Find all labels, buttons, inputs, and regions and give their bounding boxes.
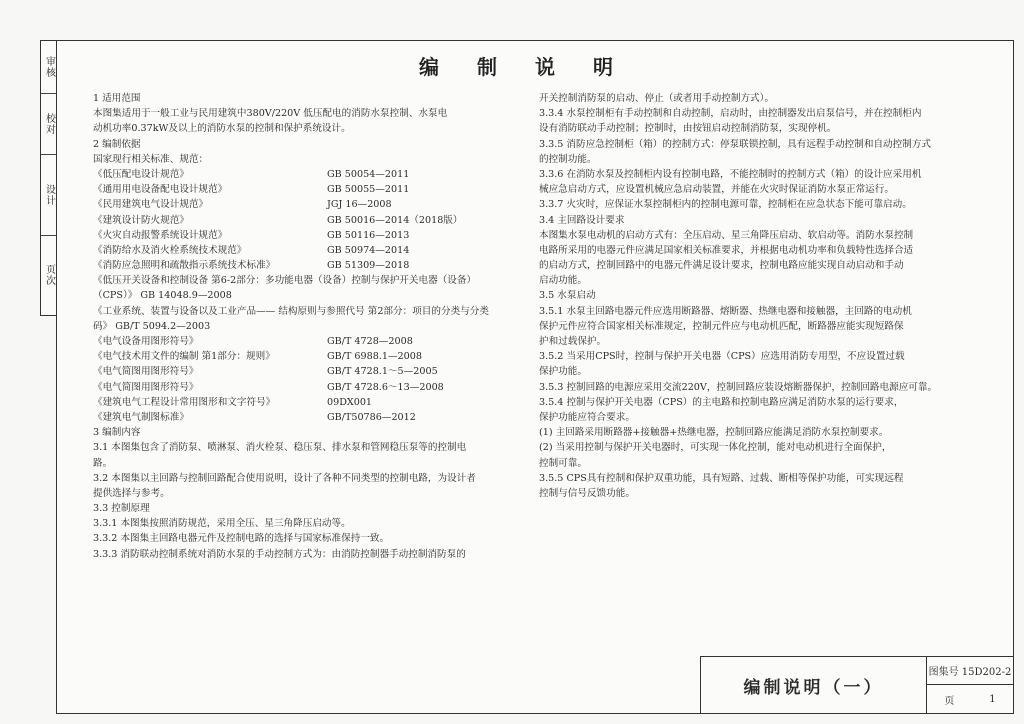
text-line: 3.5 水泵启动 (539, 290, 596, 302)
text-line: 电路所采用的电器元件应满足国家相关标准要求，并根据电动机功率和负载特性选择合适 (539, 244, 914, 256)
page-label: 页 (944, 695, 955, 707)
standard-row: 《低压配电设计规范》 GB 50054—2011 (93, 168, 410, 180)
text-line: 码》 GB/T 5094.2—2003 (93, 320, 211, 332)
text-line: 3.3.3 消防联动控制系统对消防水泵的手动控制方式为：由消防控制器手动控制消防泵的 (93, 548, 466, 560)
text-line: 3.3.5 消防应急控制柜（箱）的控制方式：停泵联锁控制，具有远程手动控制和自动控制方式 (539, 138, 932, 150)
text-line: 1 适用范围 (93, 93, 141, 104)
text-line: 本图集水泵电动机的启动方式有：全压启动、星三角降压启动、软启动等。消防水泵控制 (539, 229, 914, 241)
text-line: 的启动方式，控制回路中的电器元件满足设计要求，控制电路应能实现自动启动和手动 (539, 260, 904, 272)
standard-row: 《通用用电设备配电设计规范》 GB 50055—2011 (93, 184, 410, 196)
page-title: 编制说明 (419, 55, 651, 79)
right-column (539, 91, 979, 501)
text-line: 保护元件应符合国家相关标准规定，控制元件应与电动机匹配，断路器应能实现短路保 (539, 320, 904, 332)
title-block (700, 656, 1013, 713)
side-cell-page: 页次 (43, 264, 55, 286)
text-line: 3.3.1 本图集按照消防规范，采用全压、星三角降压启动等。 (93, 518, 351, 530)
side-cell-design: 设计 (41, 155, 57, 236)
text-line: 提供选择与参考。 (93, 487, 170, 499)
text-line: （CPS）》 GB 14048.9—2008 (93, 290, 232, 302)
page-number: 1 (989, 693, 996, 705)
text-line: 3.4 主回路设计要求 (539, 214, 625, 226)
side-cell-review: 审核 (41, 41, 57, 94)
text-line: 保护功能应符合要求。 (539, 411, 635, 423)
text-line: 控制与信号反馈功能。 (539, 487, 635, 499)
text-line: 3.5.1 水泵主回路电器元件应选用断路器、熔断器、热继电器和接触器，主回路的电动机 (539, 305, 912, 317)
text-line: 本图集适用于一般工业与民用建筑中380V/220V 低压配电的消防水泵控制、水泵电 (93, 108, 448, 120)
text-line: 国家现行相关标准、规范： (93, 153, 209, 165)
standard-row: 《民用建筑电气设计规范》 JGJ 16—2008 (93, 199, 392, 211)
text-line: 3.5.3 控制回路的电源应采用交流220V，控制回路应装设熔断器保护，控制回路电源应可靠。 (539, 381, 938, 393)
text-line: 保护功能。 (539, 366, 587, 378)
standard-row: 《建筑电气工程设计常用图形和文字符号》 09DX001 (93, 396, 373, 408)
text-line: 启动功能。 (539, 275, 587, 287)
text-line: 动机功率0.37kW及以上的消防水泵的控制和保护系统设计。 (93, 123, 351, 135)
standard-row: 《消防应急照明和疏散指示系统技术标准》 GB 51309—2018 (93, 260, 410, 272)
standard-row: 《电气简图用图形符号》 GB/T 4728.1～5—2005 (93, 366, 438, 378)
text-line: 路。 (93, 457, 113, 469)
text-line: 2 编制依据 (93, 138, 141, 150)
text-line: 3.2 本图集以主回路与控制回路配合使用说明，设计了各种不同类型的控制电路，为设计者 (93, 472, 476, 484)
text-line: 3.3.2 本图集主回路电器元件及控制电路的选择与国家标准保持一致。 (93, 533, 390, 545)
left-column (93, 91, 523, 562)
text-line: 3 编制内容 (93, 427, 141, 439)
atlas-code: 图集号 15D202-2 (927, 657, 1013, 685)
text-line: 3.1 本图集包含了消防泵、喷淋泵、消火栓泵、稳压泵、排水泵和管网稳压泵等的控制电 (93, 442, 467, 454)
text-line: (2) 当采用控制与保护开关电器时，可实现一体化控制，能对电动机进行全面保护， (539, 442, 892, 454)
text-line: 护和过载保护。 (539, 336, 607, 347)
text-line: 控制可靠。 (539, 457, 587, 469)
text-line: 械应急启动方式，应设置机械应急启动装置，并能在火灾时保证消防水泵正常运行。 (539, 184, 894, 196)
standard-row: 《电气设备用图形符号》 GB/T 4728—2008 (93, 336, 413, 347)
standard-row: 《火灾自动报警系统设计规范》 GB 50116—2013 (93, 229, 410, 241)
drawing-name: 编制说明（一） (701, 657, 927, 713)
text-line: 开关控制消防泵的启动、停止（或者用手动控制方式）。 (539, 93, 775, 104)
standard-row: 《建筑设计防火规范》 GB 50016—2014（2018版） (93, 214, 463, 226)
text-line: 3.3.6 在消防水泵及控制柜内设有控制电路，不能控制时的控制方式（箱）的设计应采用机 (539, 168, 922, 180)
text-line: 《工业系统、装置与设备以及工业产品—— 结构原则与参照代号 第2部分：项目的分类与分类 (93, 305, 489, 317)
text-line: 的控制功能。 (539, 153, 597, 165)
text-line: 3.3 控制原理 (93, 503, 150, 515)
text-line: 《低压开关设备和控制设备 第6-2部分：多功能电器（设备）控制与保护开关电器（设备） (93, 275, 477, 287)
standard-row: 《建筑电气制图标准》 GB/T50786—2012 (93, 411, 416, 423)
text-line: 3.5.2 当采用CPS时，控制与保护开关电器（CPS）应选用消防专用型，不应设置过载 (539, 351, 905, 363)
text-line: 3.3.7 火灾时，应保证水泵控制柜内的控制电源可靠，控制柜在应急状态下能可靠启动。 (539, 199, 912, 211)
standard-row: 《消防给水及消火栓系统技术规范》 GB 50974—2014 (93, 244, 410, 256)
standard-row: 《电气简图用图形符号》 GB/T 4728.6～13—2008 (93, 381, 444, 393)
side-cell-check: 校对 (41, 94, 57, 155)
page-field (927, 685, 1013, 713)
standard-row: 《电气技术用文件的编制 第1部分：规则》 GB/T 6988.1—2008 (93, 351, 422, 363)
drawing-sheet (56, 40, 1014, 714)
text-line: 3.5.5 CPS具有控制和保护双重功能，具有短路、过载、断相等保护功能，可实现远程 (539, 472, 904, 484)
text-line: 3.3.4 水泵控制柜有手动控制和自动控制，启动时，由控制器发出启泵信号，并在控制柜内 (539, 108, 922, 120)
text-line: 设有消防联动手动控制；控制时，由按钮启动控制消防泵，实现停机。 (539, 123, 837, 135)
text-line: (1) 主回路采用断路器+接触器+热继电器，控制回路应能满足消防水泵控制要求。 (539, 427, 889, 439)
text-line: 3.5.4 控制与保护开关电器（CPS）的主电路和控制电路应满足消防水泵的运行要求， (539, 396, 904, 408)
